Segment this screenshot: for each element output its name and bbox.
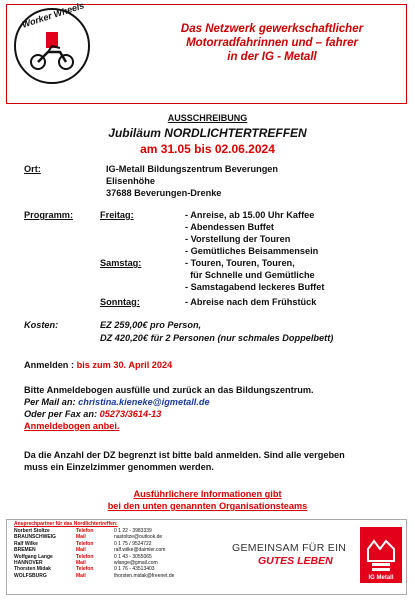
location-line: 37688 Beverungen-Drenke: [106, 188, 222, 198]
fax-line: [24, 409, 161, 421]
fax-number: 05273/3614-13: [99, 409, 162, 419]
slogan-line1: GEMEINSAM FÜR EIN: [232, 542, 347, 554]
program-item: - Anreise, ab 15.00 Uhr Kaffee: [185, 210, 315, 220]
more-info-line: Ausführlichere Informationen gibt: [133, 489, 282, 499]
day-label-sunday: Sonntag:: [100, 297, 140, 307]
contacts-title: Ansprechpartner für das Nordlichtertreffen:: [14, 521, 118, 527]
program-item: - Touren, Touren, Touren,: [185, 258, 295, 268]
attachment-note: Anmeldebogen anbei.: [24, 421, 120, 431]
registration-deadline: bis zum 30. April 2024: [76, 360, 173, 370]
logo-text: Worker Wheels: [20, 0, 86, 30]
location-line: Elisenhöhe: [106, 176, 156, 186]
igmetall-logo: [360, 527, 402, 583]
igmetall-brand: IG Metall: [368, 575, 394, 581]
program-item: - Abendessen Buffet: [185, 222, 274, 232]
contact-row: Ralf Wilke Telefon 0 1 75 / 9524722: [14, 540, 152, 547]
cost-line: EZ 259,00€ pro Person,: [100, 320, 202, 330]
registration-line: [24, 360, 172, 372]
more-info-line: bei den unten genannten Organisationsteams: [107, 501, 308, 511]
program-item: - Abreise nach dem Frühstück: [185, 297, 317, 307]
event-title: Jubiläum NORDLICHTERTREFFEN: [108, 126, 307, 140]
program-label: Programm:: [24, 210, 74, 220]
contact-row: Wolfgang Lange Telefon 0 1 43 - 3055065: [14, 553, 152, 560]
contacts-table: [14, 528, 224, 579]
contact-row: Norbert Stoltze Telefon 0 1 22 - 3983339: [14, 528, 152, 534]
location-label: Ort:: [24, 164, 41, 174]
contact-row: HANNOVER Mail wlange@gmail.com: [14, 560, 158, 567]
day-label-friday: Freitag:: [100, 210, 134, 220]
slogan-line2: GUTES LEBEN: [258, 555, 333, 567]
program-item: - Vorstellung der Touren: [185, 234, 291, 244]
note-line: muss ein Einzelzimmer genommen werden.: [24, 462, 214, 472]
program-item: für Schnelle und Gemütliche: [185, 270, 315, 280]
registration-label: Anmelden :: [24, 360, 77, 370]
mail-line: [24, 397, 210, 409]
contact-row: BREMEN Mail ralf.wilke@daimler.com: [14, 547, 166, 554]
announcement-label: AUSSCHREIBUNG: [167, 113, 248, 123]
contact-row: Thorsten Midak Telefon 0 1 76 - 43513403: [14, 566, 155, 573]
mail-link[interactable]: christina.kieneke@igmetall.de: [78, 397, 210, 407]
instruction-line: Bitte Anmeldebogen ausfülle und zurück an das Bildungszentrum.: [24, 385, 314, 395]
program-item: - Gemütliches Beisammensein: [185, 246, 319, 256]
event-dates: am 31.05 bis 02.06.2024: [140, 142, 275, 156]
contact-row: BRAUNSCHWEIG Mail nastoltze@outlook.de: [14, 534, 163, 541]
mail-label: Per Mail an:: [24, 397, 79, 407]
contact-row: WOLFSBURG Mail thorsten.midak@freenet.de: [14, 572, 175, 579]
day-label-saturday: Samstag:: [100, 258, 142, 268]
header-title: Das Netzwerk gewerkschaftlicher Motorradfahrinnen und – fahrer in der IG - Metall: [180, 23, 364, 63]
costs-label: Kosten:: [24, 320, 59, 330]
program-item: - Samstagabend leckeres Buffet: [185, 282, 325, 292]
fax-label: Oder per Fax an:: [24, 409, 100, 419]
note-line: Da die Anzahl der DZ begrenzt ist bitte bald anmelden. Sind alle vergeben: [24, 450, 345, 460]
location-line: IG-Metall Bildungszentrum Beverungen: [106, 164, 279, 174]
cost-line: DZ 420,20€ für 2 Personen (nur schmales Doppelbett): [100, 333, 334, 343]
